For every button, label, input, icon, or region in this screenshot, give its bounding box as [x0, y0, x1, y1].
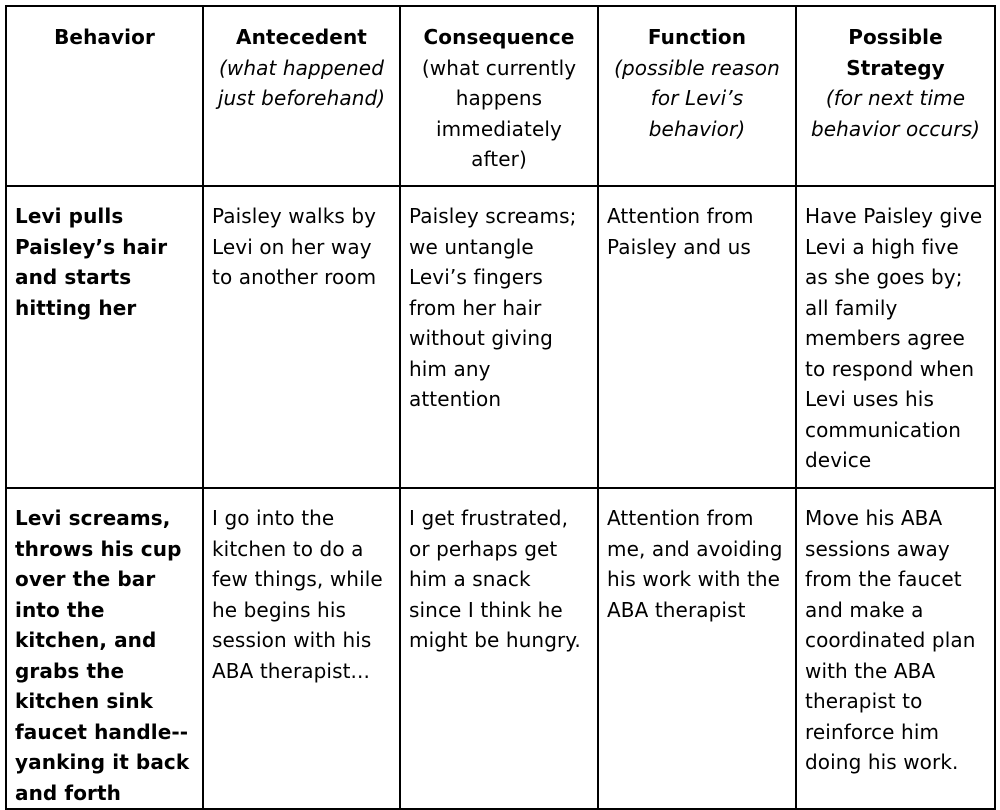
table-row	[6, 488, 995, 809]
cell-antecedent: Paisley walks by Levi on her way to another room	[203, 186, 400, 488]
header-function	[598, 6, 796, 186]
cell-behavior: Levi screams, throws his cup over the bar into the kitchen, and grabs the kitchen sink faucet handle--yanking it back and forth	[6, 488, 203, 809]
cell-consequence: I get frustrated, or perhaps get him a snack since I think he might be hungry.	[400, 488, 598, 809]
header-title: Function	[647, 25, 747, 49]
header-possible-strategy	[796, 6, 995, 186]
header-behavior	[6, 6, 203, 186]
table-row	[6, 186, 995, 488]
header-subtitle: (what currently happens immediately after)	[421, 55, 577, 171]
cell-consequence: Paisley screams; we untangle Levi’s fingers from her hair without giving him any attention	[400, 186, 598, 488]
table-header-row	[6, 6, 995, 186]
header-title: Behavior	[54, 25, 155, 49]
abc-behavior-table	[5, 5, 996, 810]
header-subtitle: (what happened just beforehand)	[217, 55, 386, 110]
cell-behavior: Levi pulls Paisley’s hair and starts hitting her	[6, 186, 203, 488]
cell-strategy: Have Paisley give Levi a high five as she goes by; all family members agree to respond when Levi uses his communication device	[796, 186, 995, 488]
header-subtitle: (for next time behavior occurs)	[810, 86, 981, 141]
header-title: Antecedent	[236, 25, 367, 49]
header-subtitle: (possible reason for Levi’s behavior)	[614, 55, 780, 141]
cell-antecedent: I go into the kitchen to do a few things, while he begins his session with his ABA therapist...	[203, 488, 400, 809]
header-title: Possible Strategy	[846, 25, 945, 80]
header-title: Consequence	[423, 25, 575, 49]
header-consequence	[400, 6, 598, 186]
cell-strategy: Move his ABA sessions away from the faucet and make a coordinated plan with the ABA therapist to reinforce him doing his work.	[796, 488, 995, 809]
cell-function: Attention from me, and avoiding his work with the ABA therapist	[598, 488, 796, 809]
header-antecedent	[203, 6, 400, 186]
cell-function: Attention from Paisley and us	[598, 186, 796, 488]
